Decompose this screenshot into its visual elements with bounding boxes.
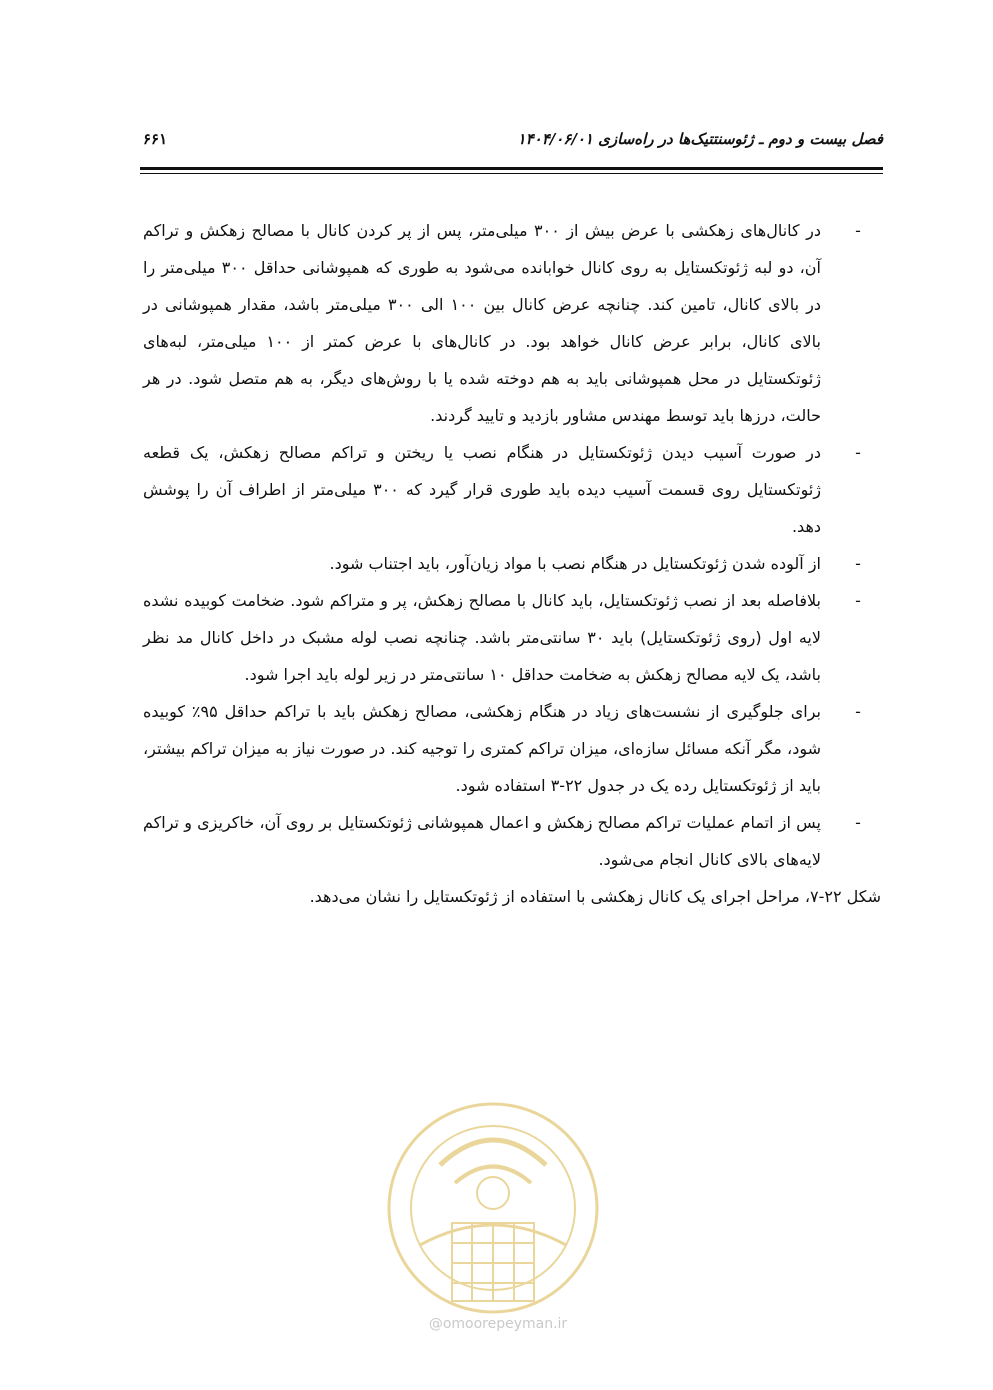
bullet-dash: - bbox=[855, 702, 861, 721]
list-item bbox=[143, 545, 865, 582]
bullet-dash: - bbox=[855, 591, 861, 610]
list-item-text: پس از اتمام عملیات تراکم مصالح زهکش و اعمال همپوشانی ژئوتکستایل بر روی آن، خاکریزی و تراکم لایه‌های بالای کانال انجام می‌شود. bbox=[143, 813, 821, 869]
bullet-dash: - bbox=[855, 554, 861, 573]
bullet-dash: - bbox=[855, 813, 861, 832]
bullet-dash: - bbox=[855, 443, 861, 462]
list-item bbox=[143, 212, 865, 434]
list-item bbox=[143, 693, 865, 804]
header-rule-thick bbox=[140, 167, 883, 170]
closing-sentence: شکل ۲۲-۷، مراحل اجرای یک کانال زهکشی با استفاده از ژئوتکستایل را نشان می‌دهد. bbox=[309, 887, 881, 906]
list-item bbox=[143, 582, 865, 693]
header-rule-thin bbox=[140, 173, 883, 174]
watermark-site: @omoorepeyman.ir bbox=[428, 1316, 568, 1332]
list-item bbox=[143, 434, 865, 545]
chapter-title: فصل بیست و دوم ـ ژئوسنتتیک‌ها در راه‌سازی ۱۴۰۴/۰۶/۰۱ bbox=[517, 130, 883, 148]
list-item-text: بلافاصله بعد از نصب ژئوتکستایل، باید کانال با مصالح زهکش، پر و متراکم شود. ضخامت کوبیده نشده لایه اول (روی ژئوتکستایل) باید ۳۰ سانتی‌متر باشد. چنانچه نصب لوله مشبک در داخل کانال مد نظر باشد، یک لایه مصالح زهکش به ضخامت حداقل ۱۰ سانتی‌متر در زیر لوله باید اجرا شود. bbox=[143, 591, 821, 684]
list-item-text: برای جلوگیری از نشست‌های زیاد در هنگام زهکشی، مصالح زهکش باید با تراکم حداقل ۹۵٪ کوبیده شود، مگر آنکه مسائل سازه‌ای، میزان تراکم کمتری را توجیه کند. در صورت نیاز به میزان تراکم بیشتر، باید از ژئوتکستایل رده یک در جدول ۲۲-۳ استفاده شود. bbox=[143, 702, 822, 795]
list-item-text: در کانال‌های زهکشی با عرض بیش از ۳۰۰ میلی‌متر، پس از پر کردن کانال با مصالح زهکش و تراکم آن، دو لبه ژئوتکستایل به روی کانال خوابانده می‌شود به طوری که همپوشانی حداقل ۳۰۰ میلی‌متر را در بالای کانال، تامین کند. چنانچه عرض کانال بین ۱۰۰ الی ۳۰۰ میلی‌متر باشد، مقدار همپوشانی در بالای کانال، برابر عرض کانال خواهد بود. در کانال‌های با عرض کمتر از ۱۰۰ میلی‌متر، لبه‌های ژئوتکستایل در محل همپوشانی باید به هم دوخته شده یا با روش‌های دیگر، به هم متصل شود. در هر حالت، درزها باید توسط مهندس مشاور بازدید و تایید گردند. bbox=[143, 221, 822, 425]
list-item-text: از آلوده شدن ژئوتکستایل در هنگام نصب با مواد زیان‌آور، باید اجتناب شود. bbox=[329, 554, 821, 573]
page-number: ۶۶۱ bbox=[143, 130, 168, 148]
watermark-seal-icon bbox=[380, 1095, 606, 1345]
list-item bbox=[143, 804, 865, 878]
list-item-text: در صورت آسیب دیدن ژئوتکستایل در هنگام نصب یا ریختن و تراکم مصالح زهکش، یک قطعه ژئوتکستایل روی قسمت آسیب دیده باید طوری قرار گیرد که ۳۰۰ میلی‌متر از اطراف آن را پوشش دهد. bbox=[143, 443, 822, 536]
running-header bbox=[143, 128, 883, 158]
body-text bbox=[143, 212, 881, 915]
bullet-dash: - bbox=[855, 221, 861, 240]
